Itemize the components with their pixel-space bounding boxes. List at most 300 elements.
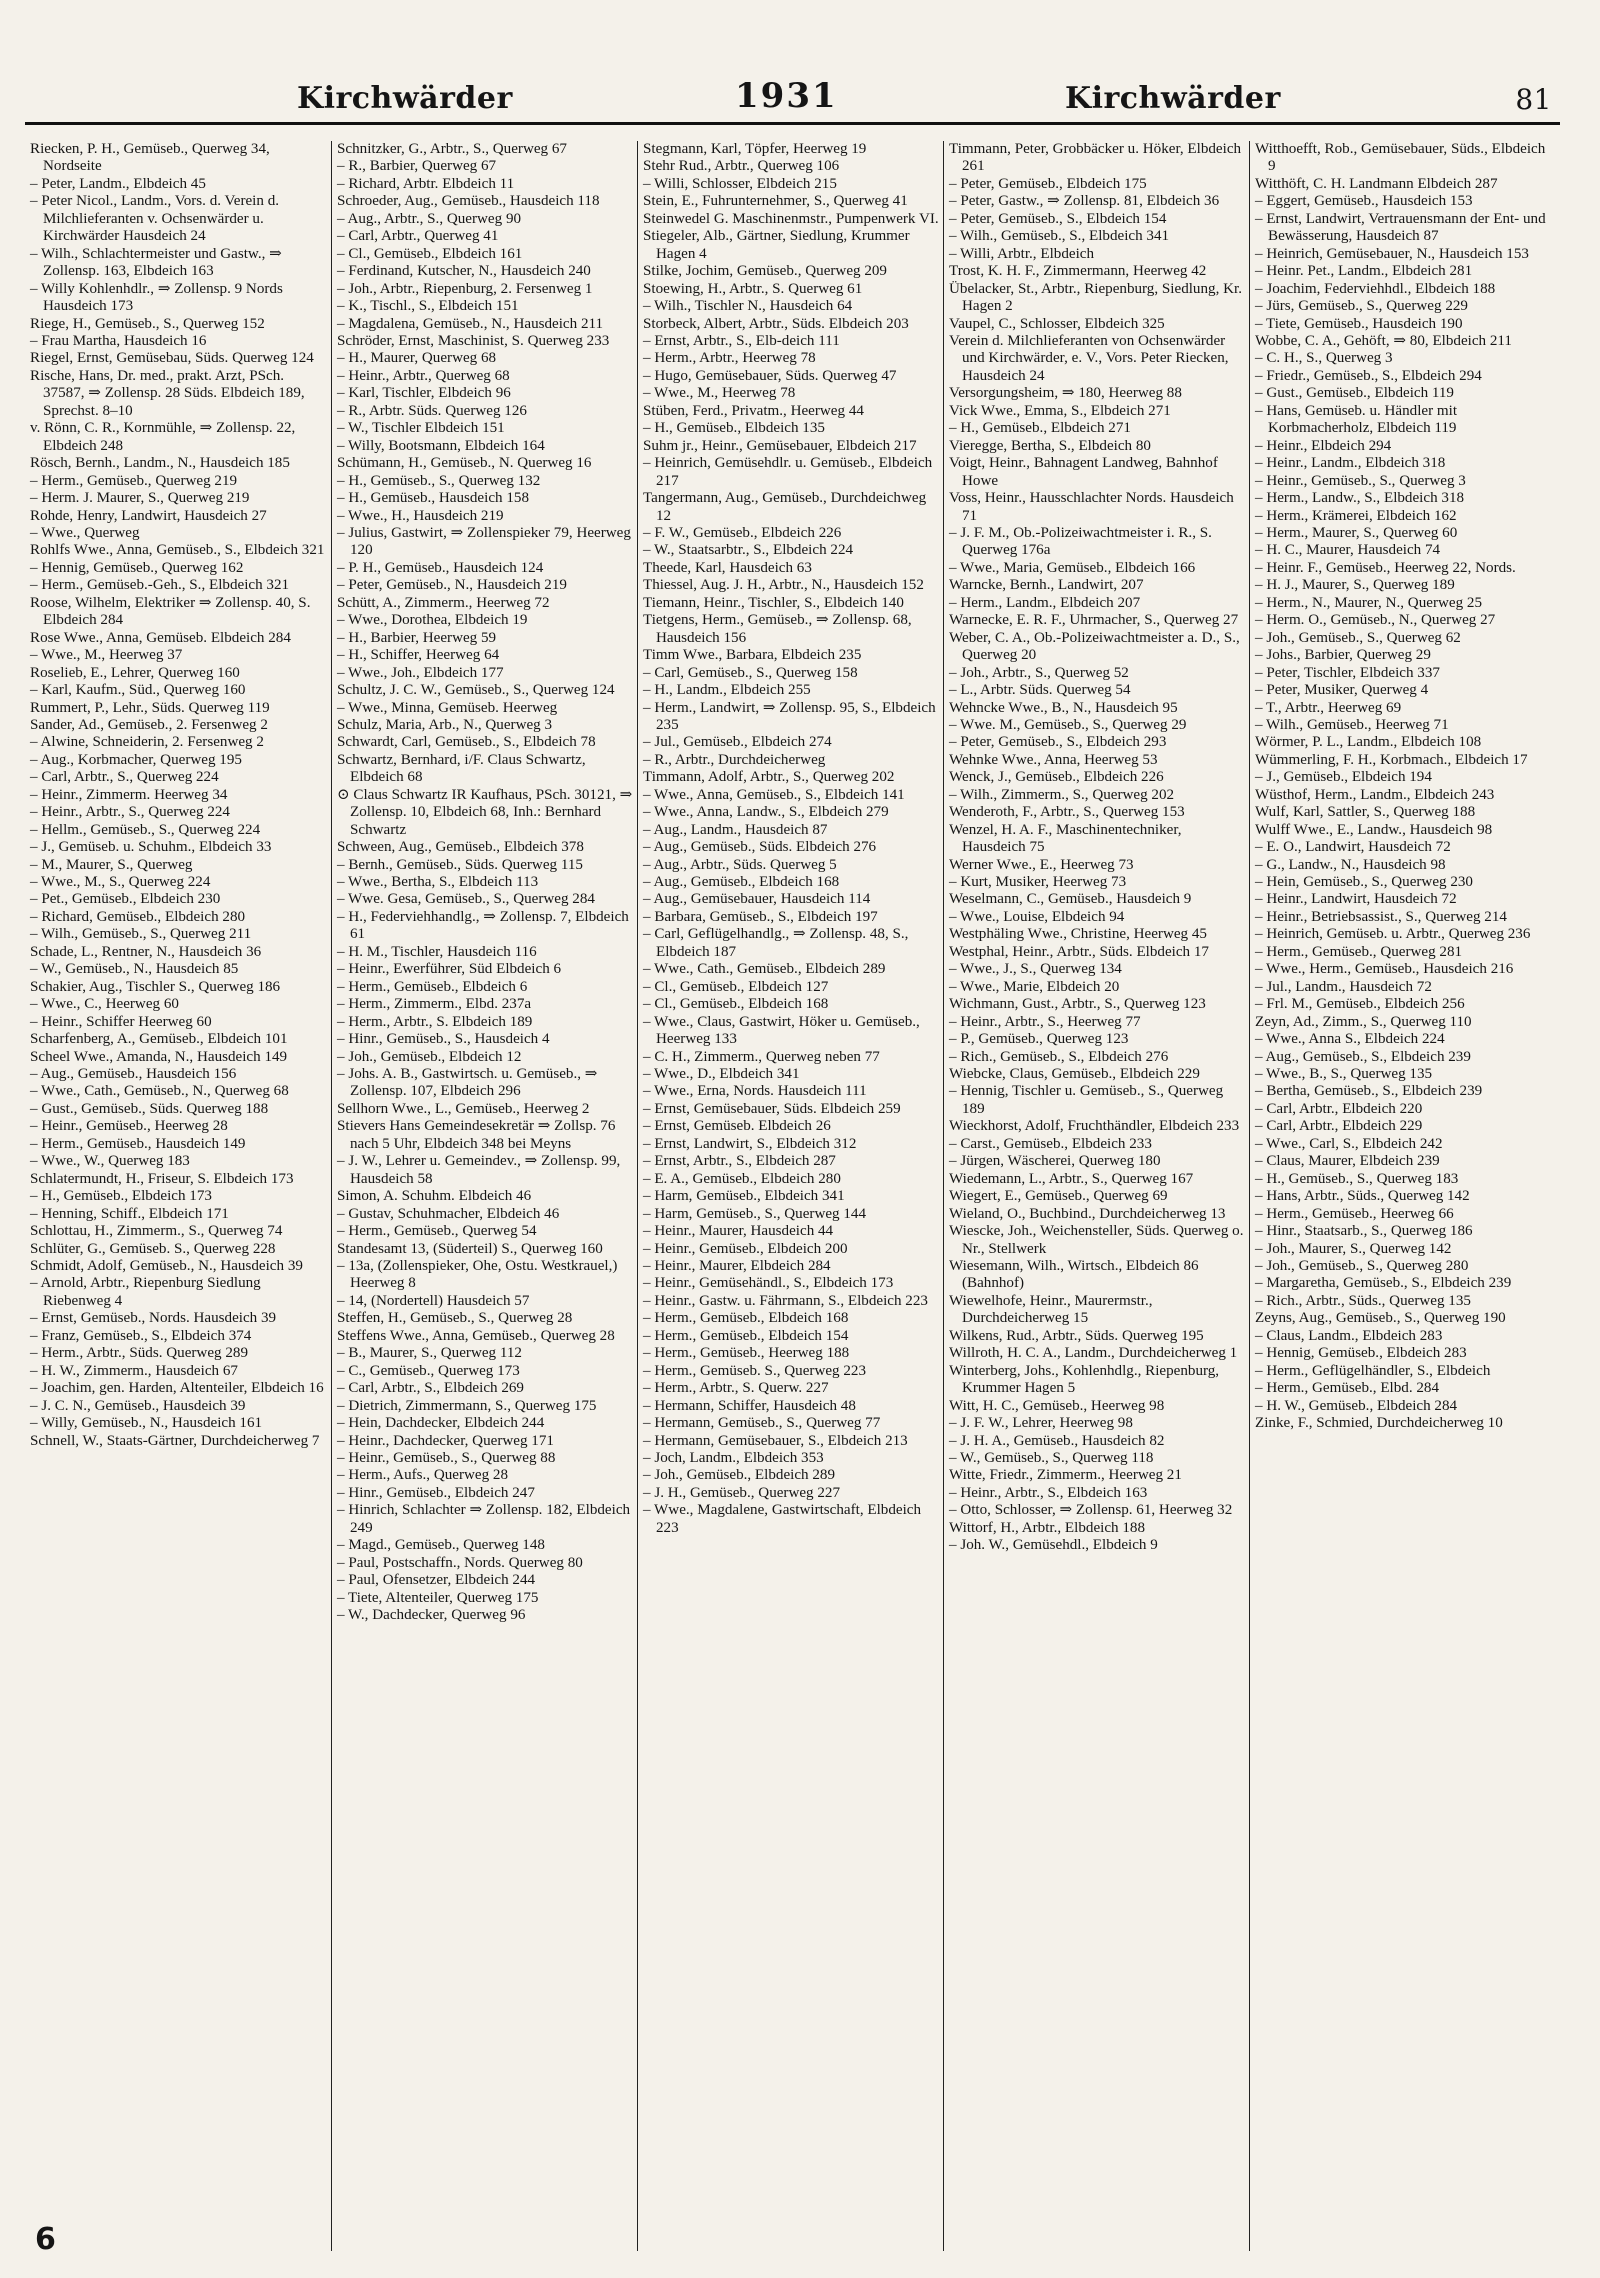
directory-entry: – Aug., Arbtr., Süds. Querweg 5 [643, 856, 837, 873]
directory-entry: Wümmerling, F. H., Korbmach., Elbdeich 17 [1255, 751, 1528, 768]
directory-entry: – Claus, Landm., Elbdeich 283 [1255, 1327, 1443, 1344]
directory-entry: – Heinr., Ewerführer, Süd Elbdeich 6 [337, 961, 562, 978]
directory-entry: v. Rönn, C. R., Kornmühle, ⇒ Zollensp. 22, Elbdeich 248 [30, 420, 296, 454]
directory-entry: – J. H., Gemüseb., Querweg 227 [643, 1484, 841, 1501]
directory-entry: – Karl, Kaufm., Süd., Querweg 160 [30, 682, 246, 699]
directory-entry: Zinke, F., Schmied, Durchdeicherweg 10 [1255, 1415, 1503, 1432]
directory-entry: Wobbe, C. A., Gehöft, ⇒ 80, Elbdeich 211 [1255, 332, 1512, 349]
directory-entry: Rohlfs Wwe., Anna, Gemüseb., S., Elbdeich 321 [30, 542, 325, 559]
directory-entry: – W., Tischler Elbdeich 151 [337, 420, 505, 437]
directory-entry: – Wwe., Carl, S., Elbdeich 242 [1255, 1135, 1443, 1152]
directory-entry: – Heinrich, Gemüseb. u. Arbtr., Querweg 236 [1255, 926, 1531, 943]
directory-entry: – Joh., Gemüseb., S., Querweg 280 [1255, 1258, 1469, 1274]
directory-entry: – Magd., Gemüseb., Querweg 148 [337, 1537, 545, 1554]
directory-entry: – H., Maurer, Querweg 68 [337, 350, 497, 367]
directory-entry: Rohde, Henry, Landwirt, Hausdeich 27 [30, 507, 267, 524]
directory-entry: – Aug., Landm., Hausdeich 87 [643, 821, 828, 838]
directory-entry: – Herm., Gemüseb., Querweg 219 [30, 472, 238, 489]
directory-entry: Wulff Wwe., E., Landw., Hausdeich 98 [1255, 821, 1493, 838]
directory-entry: – Alwine, Schneiderin, 2. Fersenweg 2 [30, 734, 264, 751]
directory-entry: – Peter, Gemüseb., Elbdeich 175 [949, 175, 1147, 192]
directory-entry: – Wwe., Bertha, S., Elbdeich 113 [337, 874, 539, 891]
header-place-left: Kirchwärder [297, 81, 513, 116]
directory-entry: Schlottau, H., Zimmerm., S., Querweg 74 [30, 1223, 283, 1240]
directory-entry: Wüsthof, Herm., Landm., Elbdeich 243 [1255, 786, 1495, 803]
directory-entry: – Peter, Tischler, Elbdeich 337 [1255, 664, 1440, 681]
directory-columns [25, 141, 1555, 2251]
directory-entry: Wiesemann, Wilh., Wirtsch., Elbdeich 86 (Bahnhof) [949, 1258, 1199, 1292]
directory-entry: – Joachim, Federviehhdl., Elbdeich 188 [1255, 280, 1496, 297]
directory-entry: – Harm, Gemüseb., S., Querweg 144 [643, 1205, 867, 1222]
directory-entry: – E. A., Gemüseb., Elbdeich 280 [643, 1170, 841, 1187]
directory-entry: – Peter Nicol., Landm., Vors. d. Verein d. Milchlieferanten v. Ochsenwärder u. Kirchwärder Hausdeich 24 [30, 193, 280, 245]
directory-entry: – J., Gemüseb. u. Schuhm., Elbdeich 33 [30, 839, 272, 856]
directory-entry: Schröder, Ernst, Maschinist, S. Querweg 233 [337, 332, 610, 349]
directory-entry: Tiemann, Heinr., Tischler, S., Elbdeich 140 [643, 594, 904, 611]
directory-entry: – Harm, Gemüseb., Elbdeich 341 [643, 1188, 845, 1205]
directory-entry: – Kurt, Musiker, Heerweg 73 [949, 874, 1127, 891]
directory-entry: – Hinr., Gemüseb., Elbdeich 247 [337, 1484, 535, 1501]
directory-entry: – Hinr., Staatsarb., S., Querweg 186 [1255, 1223, 1473, 1240]
directory-entry: Schulz, Maria, Arb., N., Querweg 3 [337, 716, 553, 733]
column-3 [637, 141, 943, 2251]
directory-entry: – Aug., Gemüseb., Hausdeich 156 [30, 1066, 237, 1083]
directory-entry: – Bernh., Gemüseb., Süds. Querweg 115 [337, 856, 583, 873]
directory-entry: Wulf, Karl, Sattler, S., Querweg 188 [1255, 804, 1476, 821]
directory-entry: – Jürs, Gemüseb., S., Querweg 229 [1255, 298, 1468, 315]
directory-entry: – Hugo, Gemüsebauer, Süds. Querweg 47 [643, 367, 897, 384]
directory-entry: – 14, (Nordertell) Hausdeich 57 [337, 1292, 530, 1309]
directory-entry: – Herm., Gemüseb., Elbdeich 6 [337, 978, 528, 995]
directory-entry: Schnitzker, G., Arbtr., S., Querweg 67 [337, 141, 567, 157]
directory-entry: – Peter, Gemüseb., S., Elbdeich 154 [949, 210, 1167, 227]
directory-entry: Steinwedel G. Maschinenmstr., Pumpenwerk VI. [643, 210, 939, 227]
directory-entry: – Peter, Gastw., ⇒ Zollensp. 81, Elbdeich 36 [949, 193, 1220, 210]
directory-entry: – Wilh., Gemüseb., S., Elbdeich 341 [949, 228, 1170, 245]
directory-entry: – Wwe., D., Elbdeich 341 [643, 1066, 800, 1083]
directory-entry: Scheel Wwe., Amanda, N., Hausdeich 149 [30, 1048, 288, 1065]
directory-entry: – Ernst, Landwirt, S., Elbdeich 312 [643, 1135, 857, 1152]
directory-entry: Stilke, Jochim, Gemüseb., Querweg 209 [643, 263, 887, 280]
directory-entry: – Heinr., Elbdeich 294 [1255, 437, 1392, 454]
directory-entry: – Wwe., Magdalene, Gastwirtschaft, Elbdeich 223 [643, 1502, 922, 1536]
directory-entry: – Heinr., Gemüsehändl., S., Elbdeich 173 [643, 1275, 894, 1292]
directory-entry: – Gust., Gemüseb., Süds. Querweg 188 [30, 1100, 269, 1117]
directory-entry: – Heinr., Dachdecker, Querweg 171 [337, 1432, 554, 1449]
directory-entry: – Joh. W., Gemüsehdl., Elbdeich 9 [949, 1537, 1158, 1554]
directory-entry: – Herm., Arbtr., S. Elbdeich 189 [337, 1013, 533, 1030]
directory-entry: Zeyns, Aug., Gemüseb., S., Querweg 190 [1255, 1310, 1506, 1327]
directory-entry: – Aug., Gemüsebauer, Hausdeich 114 [643, 891, 871, 908]
directory-entry: Wiegert, E., Gemüseb., Querweg 69 [949, 1188, 1168, 1205]
directory-entry: Roselieb, E., Lehrer, Querweg 160 [30, 664, 240, 681]
directory-entry: – Aug., Arbtr., S., Querweg 90 [337, 210, 522, 227]
directory-entry: – Wwe., Dorothea, Elbdeich 19 [337, 612, 528, 629]
directory-entry: Schwartz, Bernhard, i/F. Claus Schwartz, Elbdeich 68 [337, 751, 586, 786]
directory-entry: – Wwe., Minna, Gemüseb. Heerweg [337, 699, 558, 716]
directory-entry: Schnell, W., Staats-Gärtner, Durchdeicherweg 7 [30, 1432, 320, 1449]
directory-entry: – Herm., Krämerei, Elbdeich 162 [1255, 507, 1457, 524]
directory-entry: Stievers Hans Gemeindesekretär ⇒ Zollsp. 76 nach 5 Uhr, Elbdeich 348 bei Meyns [337, 1118, 616, 1152]
directory-entry: – H., Gemüseb., S., Querweg 132 [337, 472, 541, 489]
directory-entry: – Hein, Dachdecker, Elbdeich 244 [337, 1415, 545, 1432]
directory-entry: Übelacker, St., Arbtr., Riepenburg, Siedlung, Kr. Hagen 2 [949, 280, 1242, 315]
directory-entry: – Jul., Gemüseb., Elbdeich 274 [643, 734, 832, 751]
directory-entry: – Hennig, Tischler u. Gemüseb., S., Querweg 189 [949, 1083, 1224, 1117]
directory-entry: – Aug., Korbmacher, Querweg 195 [30, 751, 242, 768]
directory-entry: – F. W., Gemüseb., Elbdeich 226 [643, 524, 842, 541]
directory-entry: Wiedemann, L., Arbtr., S., Querweg 167 [949, 1170, 1194, 1187]
directory-entry: – Hermann, Gemüseb., S., Querweg 77 [643, 1415, 881, 1432]
directory-entry: Roose, Wilhelm, Elektriker ⇒ Zollensp. 40, S. Elbdeich 284 [30, 594, 311, 629]
directory-entry: Theede, Karl, Hausdeich 63 [643, 559, 812, 576]
directory-entry: – Wwe., J., S., Querweg 134 [949, 961, 1122, 978]
directory-entry: – Heinr., Gemüseb., S., Querweg 3 [1255, 472, 1466, 489]
directory-entry: – Joh., Gemüseb., Elbdeich 289 [643, 1467, 835, 1484]
directory-entry: – Johs., Barbier, Querweg 29 [1255, 647, 1431, 664]
directory-entry: – Rich., Arbtr., Süds., Querweg 135 [1255, 1292, 1471, 1309]
directory-entry: – Herm. J. Maurer, S., Querweg 219 [30, 490, 250, 507]
directory-entry: – Herm., Gemüseb.-Geh., S., Elbdeich 321 [30, 577, 290, 594]
directory-entry: Standesamt 13, (Süderteil) S., Querweg 160 [337, 1240, 603, 1257]
header-year: 1931 [735, 76, 838, 116]
directory-entry: – Cl., Gemüseb., Elbdeich 168 [643, 996, 829, 1013]
directory-entry: Vieregge, Bertha, S., Elbdeich 80 [949, 437, 1151, 454]
directory-entry: – Heinr., Landwirt, Hausdeich 72 [1255, 891, 1457, 908]
directory-entry: Scharfenberg, A., Gemüseb., Elbdeich 101 [30, 1031, 288, 1048]
directory-entry: Schween, Aug., Gemüseb., Elbdeich 378 [337, 839, 584, 856]
directory-entry: Trost, K. H. F., Zimmermann, Heerweg 42 [949, 263, 1207, 280]
directory-entry: Tietgens, Herm., Gemüseb., ⇒ Zollensp. 68, Hausdeich 156 [643, 612, 912, 646]
directory-entry: – Jul., Landm., Hausdeich 72 [1255, 978, 1432, 995]
directory-entry: – Herm., N., Maurer, N., Querweg 25 [1255, 594, 1482, 611]
directory-entry: ⊙ Claus Schwartz IR Kaufhaus, PSch. 30121, ⇒ Zollensp. 10, Elbdeich 68, Inh.: Bernhard Schwartz [337, 786, 633, 838]
directory-entry: – Franz, Gemüseb., S., Elbdeich 374 [30, 1327, 252, 1344]
directory-entry: – Jürgen, Wäscherei, Querweg 180 [949, 1153, 1161, 1170]
directory-entry: – Heinr., Arbtr., S., Elbdeich 163 [949, 1484, 1148, 1501]
directory-entry: – R., Barbier, Querweg 67 [337, 158, 497, 175]
directory-entry: – Arnold, Arbtr., Riepenburg Siedlung Riebenweg 4 [30, 1275, 261, 1309]
directory-entry: – Claus, Maurer, Elbdeich 239 [1255, 1153, 1440, 1170]
directory-entry: – Wwe., Louise, Elbdeich 94 [949, 908, 1125, 925]
directory-entry: – Heinr., Maurer, Elbdeich 284 [643, 1258, 831, 1274]
directory-entry: – Carl, Geflügelhandlg., ⇒ Zollensp. 48, S., Elbdeich 187 [643, 926, 909, 960]
directory-entry: Winterberg, Johs., Kohlenhdlg., Riepenburg, Krummer Hagen 5 [949, 1362, 1220, 1397]
directory-entry: Timm Wwe., Barbara, Elbdeich 235 [643, 647, 862, 664]
directory-entry: – Heinr., Arbtr., S., Heerweg 77 [949, 1013, 1141, 1030]
directory-entry: Wieland, O., Buchbind., Durchdeicherweg 13 [949, 1205, 1226, 1222]
directory-entry: Rummert, P., Lehr., Süds. Querweg 119 [30, 699, 270, 716]
directory-entry: Stüben, Ferd., Privatm., Heerweg 44 [643, 402, 864, 419]
directory-entry: – Ernst, Gemüsebauer, Süds. Elbdeich 259 [643, 1100, 901, 1117]
directory-entry: – Hennig, Gemüseb., Querweg 162 [30, 559, 244, 576]
directory-entry: – Herm., Arbtr., Heerweg 78 [643, 350, 816, 367]
directory-entry: – Herm., Landm., Elbdeich 207 [949, 594, 1141, 611]
directory-entry: – Richard, Gemüseb., Elbdeich 280 [30, 908, 246, 925]
directory-entry: – Carst., Gemüseb., Elbdeich 233 [949, 1135, 1152, 1152]
directory-entry: – Willy, Bootsmann, Elbdeich 164 [337, 437, 545, 454]
directory-entry: – Barbara, Gemüseb., S., Elbdeich 197 [643, 908, 878, 925]
column-5 [1249, 141, 1555, 2251]
directory-entry: – Joh., Arbtr., S., Querweg 52 [949, 664, 1129, 681]
directory-entry: – Joh., Maurer, S., Querweg 142 [1255, 1240, 1452, 1257]
directory-entry: Zeyn, Ad., Zimm., S., Querweg 110 [1255, 1013, 1472, 1030]
directory-entry: – Peter, Gemüseb., S., Elbdeich 293 [949, 734, 1167, 751]
directory-entry: – Bertha, Gemüseb., S., Elbdeich 239 [1255, 1083, 1483, 1100]
directory-entry: – Willy, Gemüseb., N., Hausdeich 161 [30, 1415, 263, 1432]
directory-entry: – Herm., Gemüseb., Querweg 54 [337, 1223, 537, 1240]
directory-entry: – Wwe., Anna S., Elbdeich 224 [1255, 1031, 1445, 1048]
directory-entry: – Heinr., Landm., Elbdeich 318 [1255, 455, 1446, 472]
directory-entry: – H., Schiffer, Heerweg 64 [337, 647, 500, 664]
directory-entry: – W., Gemüseb., N., Hausdeich 85 [30, 961, 239, 978]
directory-entry: – Carl, Arbtr., Elbdeich 220 [1255, 1100, 1423, 1117]
directory-entry: Schütt, A., Zimmerm., Heerweg 72 [337, 594, 550, 611]
directory-entry: – M., Maurer, S., Querweg [30, 856, 193, 873]
directory-entry: – Gustav, Schuhmacher, Elbdeich 46 [337, 1205, 560, 1222]
directory-entry: – Wwe., M., Heerweg 78 [643, 385, 796, 402]
header-place-right: Kirchwärder [1065, 81, 1281, 116]
directory-entry: – Herm. O., Gemüseb., N., Querweg 27 [1255, 612, 1496, 629]
directory-entry: Stein, E., Fuhrunternehmer, S., Querweg 41 [643, 193, 908, 210]
directory-entry: – Aug., Gemüseb., Süds. Elbdeich 276 [643, 839, 877, 856]
directory-entry: – Herm., Gemüseb., Heerweg 66 [1255, 1205, 1454, 1222]
directory-entry: – J. F. M., Ob.-Polizeiwachtmeister i. R., S. Querweg 176a [949, 524, 1212, 559]
directory-entry: – G., Landw., N., Hausdeich 98 [1255, 856, 1446, 873]
directory-entry: Willroth, H. C. A., Landm., Durchdeicherweg 1 [949, 1345, 1238, 1362]
directory-entry: Witte, Friedr., Zimmerm., Heerweg 21 [949, 1467, 1182, 1484]
directory-entry: – Wwe., C., Heerweg 60 [30, 996, 179, 1013]
directory-entry: Timmann, Peter, Grobbäcker u. Höker, Elbdeich 261 [949, 141, 1242, 175]
directory-entry: – P. H., Gemüseb., Hausdeich 124 [337, 559, 544, 576]
directory-entry: – Joh., Arbtr., Riepenburg, 2. Fersenweg 1 [337, 280, 593, 297]
directory-entry: – Wilh., Zimmerm., S., Querweg 202 [949, 786, 1175, 803]
directory-entry: – H., Gemüseb., Elbdeich 135 [643, 420, 825, 437]
directory-entry: – Carl, Arbtr., S., Querweg 224 [30, 769, 219, 786]
directory-entry: – Wwe., H., Hausdeich 219 [337, 507, 504, 524]
directory-entry: – Heinr., Schiffer Heerweg 60 [30, 1013, 212, 1030]
directory-entry: – Margaretha, Gemüseb., S., Elbdeich 239 [1255, 1275, 1512, 1292]
directory-entry: Storbeck, Albert, Arbtr., Süds. Elbdeich 203 [643, 315, 909, 332]
directory-entry: Verein d. Milchlieferanten von Ochsenwärder und Kirchwärder, e. V., Vors. Peter Riecken, Hausdeich 24 [949, 332, 1229, 384]
directory-entry: – R., Arbtr., Durchdeicherweg [643, 751, 826, 768]
directory-entry: Vick Wwe., Emma, S., Elbdeich 271 [949, 402, 1171, 419]
directory-entry: Warnecke, E. R. F., Uhrmacher, S., Querweg 27 [949, 612, 1239, 629]
directory-entry: – Hinr., Gemüseb., S., Hausdeich 4 [337, 1031, 550, 1048]
directory-entry: – Wwe., Erna, Nords. Hausdeich 111 [643, 1083, 867, 1100]
directory-entry: Schwardt, Carl, Gemüseb., S., Elbdeich 78 [337, 734, 596, 751]
directory-entry: – Johs. A. B., Gastwirtsch. u. Gemüseb., ⇒ Zollensp. 107, Elbdeich 296 [337, 1066, 598, 1100]
column-2 [331, 141, 637, 2251]
directory-entry: Warncke, Bernh., Landwirt, 207 [949, 577, 1144, 594]
directory-entry: – H., Gemüseb., Hausdeich 158 [337, 490, 529, 507]
directory-entry: – Gust., Gemüseb., Elbdeich 119 [1255, 385, 1454, 402]
directory-entry: – Herm., Arbtr., Süds. Querweg 289 [30, 1345, 248, 1362]
directory-entry: Suhm jr., Heinr., Gemüsebauer, Elbdeich 217 [643, 437, 917, 454]
directory-entry: – Ernst, Arbtr., S., Elb-deich 111 [643, 332, 840, 349]
directory-entry: Wehncke Wwe., B., N., Hausdeich 95 [949, 699, 1178, 716]
directory-entry: – Carl, Gemüseb., S., Querweg 158 [643, 664, 858, 681]
directory-entry: – C. H., S., Querweg 3 [1255, 350, 1393, 367]
directory-entry: – W., Dachdecker, Querweg 96 [337, 1607, 526, 1624]
directory-entry: Weselmann, C., Gemüseb., Hausdeich 9 [949, 891, 1192, 908]
directory-entry: Wieckhorst, Adolf, Fruchthändler, Elbdeich 233 [949, 1118, 1240, 1135]
directory-entry: Schade, L., Rentner, N., Hausdeich 36 [30, 943, 262, 960]
directory-entry: – Peter, Musiker, Querweg 4 [1255, 682, 1429, 699]
directory-entry: – Hennig, Gemüseb., Elbdeich 283 [1255, 1345, 1467, 1362]
directory-entry: Schroeder, Aug., Gemüseb., Hausdeich 118 [337, 193, 600, 210]
directory-entry: – H., Gemüseb., S., Querweg 183 [1255, 1170, 1459, 1187]
directory-entry: – Tiete, Altenteiler, Querweg 175 [337, 1589, 539, 1606]
directory-entry: – Herm., Gemüseb., Heerweg 188 [643, 1345, 850, 1362]
directory-entry: – Herm., Gemüseb., Elbd. 284 [1255, 1380, 1440, 1397]
directory-entry: – Pet., Gemüseb., Elbdeich 230 [30, 891, 221, 908]
directory-entry: Rose Wwe., Anna, Gemüseb. Elbdeich 284 [30, 629, 291, 646]
directory-entry: Werner Wwe., E., Heerweg 73 [949, 856, 1134, 873]
directory-entry: – Willi, Schlosser, Elbdeich 215 [643, 175, 837, 192]
signature-mark: 6 [35, 2222, 56, 2257]
directory-entry: – Herm., Gemüseb., Querweg 281 [1255, 943, 1463, 960]
directory-entry: – Paul, Ofensetzer, Elbdeich 244 [337, 1572, 536, 1589]
directory-entry: – Herm., Zimmerm., Elbd. 237a [337, 996, 532, 1013]
directory-entry: – 13a, (Zollenspieker, Ohe, Ostu. Westkrauel,) Heerweg 8 [337, 1258, 618, 1292]
directory-entry: – Friedr., Gemüseb., S., Elbdeich 294 [1255, 367, 1482, 384]
directory-entry: – Eggert, Gemüseb., Hausdeich 153 [1255, 193, 1473, 210]
directory-entry: – J., Gemüseb., Elbdeich 194 [1255, 769, 1432, 786]
directory-entry: – Peter, Gemüseb., N., Hausdeich 219 [337, 577, 567, 594]
directory-entry: Stehr Rud., Arbtr., Querweg 106 [643, 158, 840, 175]
directory-entry: – Wwe., M., S., Querweg 224 [30, 874, 211, 891]
directory-entry: – Heinr., Gemüseb., S., Querweg 88 [337, 1449, 556, 1466]
directory-entry: – Herm., Maurer, S., Querweg 60 [1255, 524, 1458, 541]
directory-entry: Wenck, J., Gemüseb., Elbdeich 226 [949, 769, 1164, 786]
directory-entry: – Wwe., Anna, Gemüseb., S., Elbdeich 141 [643, 786, 905, 803]
directory-entry: – Hellm., Gemüseb., S., Querweg 224 [30, 821, 261, 838]
directory-entry: – Carl, Arbtr., Querweg 41 [337, 228, 499, 245]
directory-entry: – Willy Kohlenhdlr., ⇒ Zollensp. 9 Nords Hausdeich 173 [30, 280, 283, 315]
directory-entry: – Herm., Gemüseb., Elbdeich 154 [643, 1327, 849, 1344]
directory-entry: Schakier, Aug., Tischler S., Querweg 186 [30, 978, 281, 995]
directory-entry: – Wilh., Schlachtermeister und Gastw., ⇒ Zollensp. 163, Elbdeich 163 [30, 245, 282, 280]
directory-entry: – R., Arbtr. Süds. Querweg 126 [337, 402, 527, 419]
page-header [25, 78, 1560, 125]
directory-entry: – Joch, Landm., Elbdeich 353 [643, 1449, 824, 1466]
directory-entry: Vaupel, C., Schlosser, Elbdeich 325 [949, 315, 1165, 332]
directory-entry: Schmidt, Adolf, Gemüseb., N., Hausdeich 39 [30, 1258, 303, 1274]
directory-entry: Witthöft, C. H. Landmann Elbdeich 287 [1255, 175, 1498, 192]
directory-entry: – H. W., Zimmerm., Hausdeich 67 [30, 1362, 238, 1379]
directory-entry: – Heinr., Gemüseb., Heerweg 28 [30, 1118, 228, 1135]
directory-entry: – Herm., Gemüseb., Hausdeich 149 [30, 1135, 246, 1152]
directory-entry: – Hermann, Schiffer, Hausdeich 48 [643, 1397, 856, 1414]
directory-entry: – Ernst, Landwirt, Vertrauensmann der Ent- und Bewässerung, Hausdeich 87 [1255, 210, 1546, 245]
directory-entry: – Richard, Arbtr. Elbdeich 11 [337, 175, 515, 192]
directory-entry: – Ernst, Gemüseb. Elbdeich 26 [643, 1118, 831, 1135]
directory-entry: – Herm., Landw., S., Elbdeich 318 [1255, 490, 1465, 507]
directory-entry: – H., Barbier, Heerweg 59 [337, 629, 497, 646]
directory-entry: – L., Arbtr. Süds. Querweg 54 [949, 682, 1131, 699]
directory-entry: – W., Staatsarbtr., S., Elbdeich 224 [643, 542, 854, 559]
directory-entry: Wenzel, H. A. F., Maschinentechniker, Hausdeich 75 [949, 821, 1182, 856]
directory-entry: – Hans, Gemüseb. u. Händler mit Korbmacherholz, Elbdeich 119 [1255, 402, 1458, 437]
directory-entry: – H., Landm., Elbdeich 255 [643, 682, 811, 699]
directory-entry: – Joachim, gen. Harden, Altenteiler, Elbdeich 16 [30, 1380, 324, 1397]
directory-entry: – W., Gemüseb., S., Querweg 118 [949, 1449, 1154, 1466]
directory-entry: – Otto, Schlosser, ⇒ Zollensp. 61, Heerweg 32 [949, 1502, 1233, 1519]
directory-entry: – H. M., Tischler, Hausdeich 116 [337, 943, 537, 960]
directory-entry: Steffen, H., Gemüseb., S., Querweg 28 [337, 1310, 573, 1327]
directory-entry: – Joh., Gemüseb., S., Querweg 62 [1255, 629, 1461, 646]
directory-entry: – H., Gemüseb., Elbdeich 173 [30, 1188, 212, 1205]
directory-entry: – Aug., Gemüseb., Elbdeich 168 [643, 874, 840, 891]
directory-entry: Riege, H., Gemüseb., S., Querweg 152 [30, 315, 265, 332]
directory-entry: – Joh., Gemüseb., Elbdeich 12 [337, 1048, 522, 1065]
directory-entry: – Herm., Arbtr., S. Querw. 227 [643, 1380, 829, 1397]
directory-entry: Schlüter, G., Gemüseb. S., Querweg 228 [30, 1240, 276, 1257]
directory-entry: – Heinr., Arbtr., Querweg 68 [337, 367, 510, 384]
column-4 [943, 141, 1249, 2251]
directory-entry: Wörmer, P. L., Landm., Elbdeich 108 [1255, 734, 1482, 751]
directory-entry: Wiebcke, Claus, Gemüseb., Elbdeich 229 [949, 1066, 1200, 1083]
directory-entry: – Frau Martha, Hausdeich 16 [30, 332, 207, 349]
directory-entry: – Wwe., M., Heerweg 37 [30, 647, 183, 664]
directory-entry: Riecken, P. H., Gemüseb., Querweg 34, Nordseite [30, 141, 270, 175]
directory-entry: – Heinrich, Gemüsehdlr. u. Gemüseb., Elbdeich 217 [643, 455, 933, 489]
directory-entry: – H., Federviehhandlg., ⇒ Zollensp. 7, Elbdeich 61 [337, 908, 629, 943]
directory-entry: Wittorf, H., Arbtr., Elbdeich 188 [949, 1519, 1145, 1536]
directory-entry: – K., Tischl., S., Elbdeich 151 [337, 298, 519, 315]
directory-entry: – Hein, Gemüseb., S., Querweg 230 [1255, 874, 1473, 891]
directory-entry: Witt, H. C., Gemüseb., Heerweg 98 [949, 1397, 1165, 1414]
directory-entry: – Magdalena, Gemüseb., N., Hausdeich 211 [337, 315, 604, 332]
directory-entry: Wenderoth, F., Arbtr., S., Querweg 153 [949, 804, 1185, 821]
directory-entry: – Hans, Arbtr., Süds., Querweg 142 [1255, 1188, 1470, 1205]
directory-entry: Riegel, Ernst, Gemüsebau, Süds. Querweg 124 [30, 350, 314, 367]
directory-entry: – Ernst, Arbtr., S., Elbdeich 287 [643, 1153, 836, 1170]
directory-entry: Stegmann, Karl, Töpfer, Heerweg 19 [643, 141, 867, 157]
directory-entry: Simon, A. Schuhm. Elbdeich 46 [337, 1188, 532, 1205]
directory-entry: – Heinr., Maurer, Hausdeich 44 [643, 1223, 834, 1240]
directory-entry: Steffens Wwe., Anna, Gemüseb., Querweg 28 [337, 1327, 615, 1344]
directory-entry: – Heinrich, Gemüsebauer, N., Hausdeich 153 [1255, 245, 1529, 262]
directory-entry: – Dietrich, Zimmermann, S., Querweg 175 [337, 1397, 597, 1414]
directory-entry: – Heinr., Zimmerm. Heerweg 34 [30, 786, 228, 803]
directory-entry: – Wwe., Cath., Gemüseb., Elbdeich 289 [643, 961, 886, 978]
directory-entry: – C., Gemüseb., Querweg 173 [337, 1362, 520, 1379]
directory-entry: Voss, Heinr., Hausschlachter Nords. Hausdeich 71 [949, 490, 1234, 524]
directory-entry: – Willi, Arbtr., Elbdeich [949, 245, 1095, 262]
directory-entry: Stoewing, H., Arbtr., S. Querweg 61 [643, 280, 863, 297]
directory-entry: Witthoefft, Rob., Gemüsebauer, Süds., Elbdeich 9 [1255, 141, 1546, 175]
directory-entry: – Karl, Tischler, Elbdeich 96 [337, 385, 511, 402]
directory-entry: Voigt, Heinr., Bahnagent Landweg, Bahnhof Howe [949, 455, 1218, 489]
directory-entry: Westphäling Wwe., Christine, Heerweg 45 [949, 926, 1207, 943]
directory-entry: – Wwe., Joh., Elbdeich 177 [337, 664, 504, 681]
directory-entry: – J. C. N., Gemüseb., Hausdeich 39 [30, 1397, 246, 1414]
directory-entry: Schlatermundt, H., Friseur, S. Elbdeich 173 [30, 1170, 294, 1187]
directory-entry: – T., Arbtr., Heerweg 69 [1255, 699, 1402, 716]
directory-entry: – Wwe., Claus, Gastwirt, Höker u. Gemüseb., Heerweg 133 [643, 1013, 920, 1048]
directory-entry: – Wilh., Tischler N., Hausdeich 64 [643, 298, 853, 315]
directory-entry: – H. C., Maurer, Hausdeich 74 [1255, 542, 1441, 559]
directory-entry: Westphal, Heinr., Arbtr., Süds. Elbdeich 17 [949, 943, 1209, 960]
directory-entry: Rische, Hans, Dr. med., prakt. Arzt, PSch. 37587, ⇒ Zollensp. 28 Süds. Elbdeich 189, Sprechst. 8–10 [30, 367, 305, 419]
directory-entry: – Wwe., Cath., Gemüseb., N., Querweg 68 [30, 1083, 289, 1100]
directory-entry: – Wwe., Herm., Gemüseb., Hausdeich 216 [1255, 961, 1514, 978]
directory-entry: – Heinr., Gastw. u. Fährmann, S., Elbdeich 223 [643, 1292, 928, 1309]
directory-entry: – Aug., Gemüseb., S., Elbdeich 239 [1255, 1048, 1471, 1065]
directory-entry: – Wwe., Anna, Landw., S., Elbdeich 279 [643, 804, 889, 821]
